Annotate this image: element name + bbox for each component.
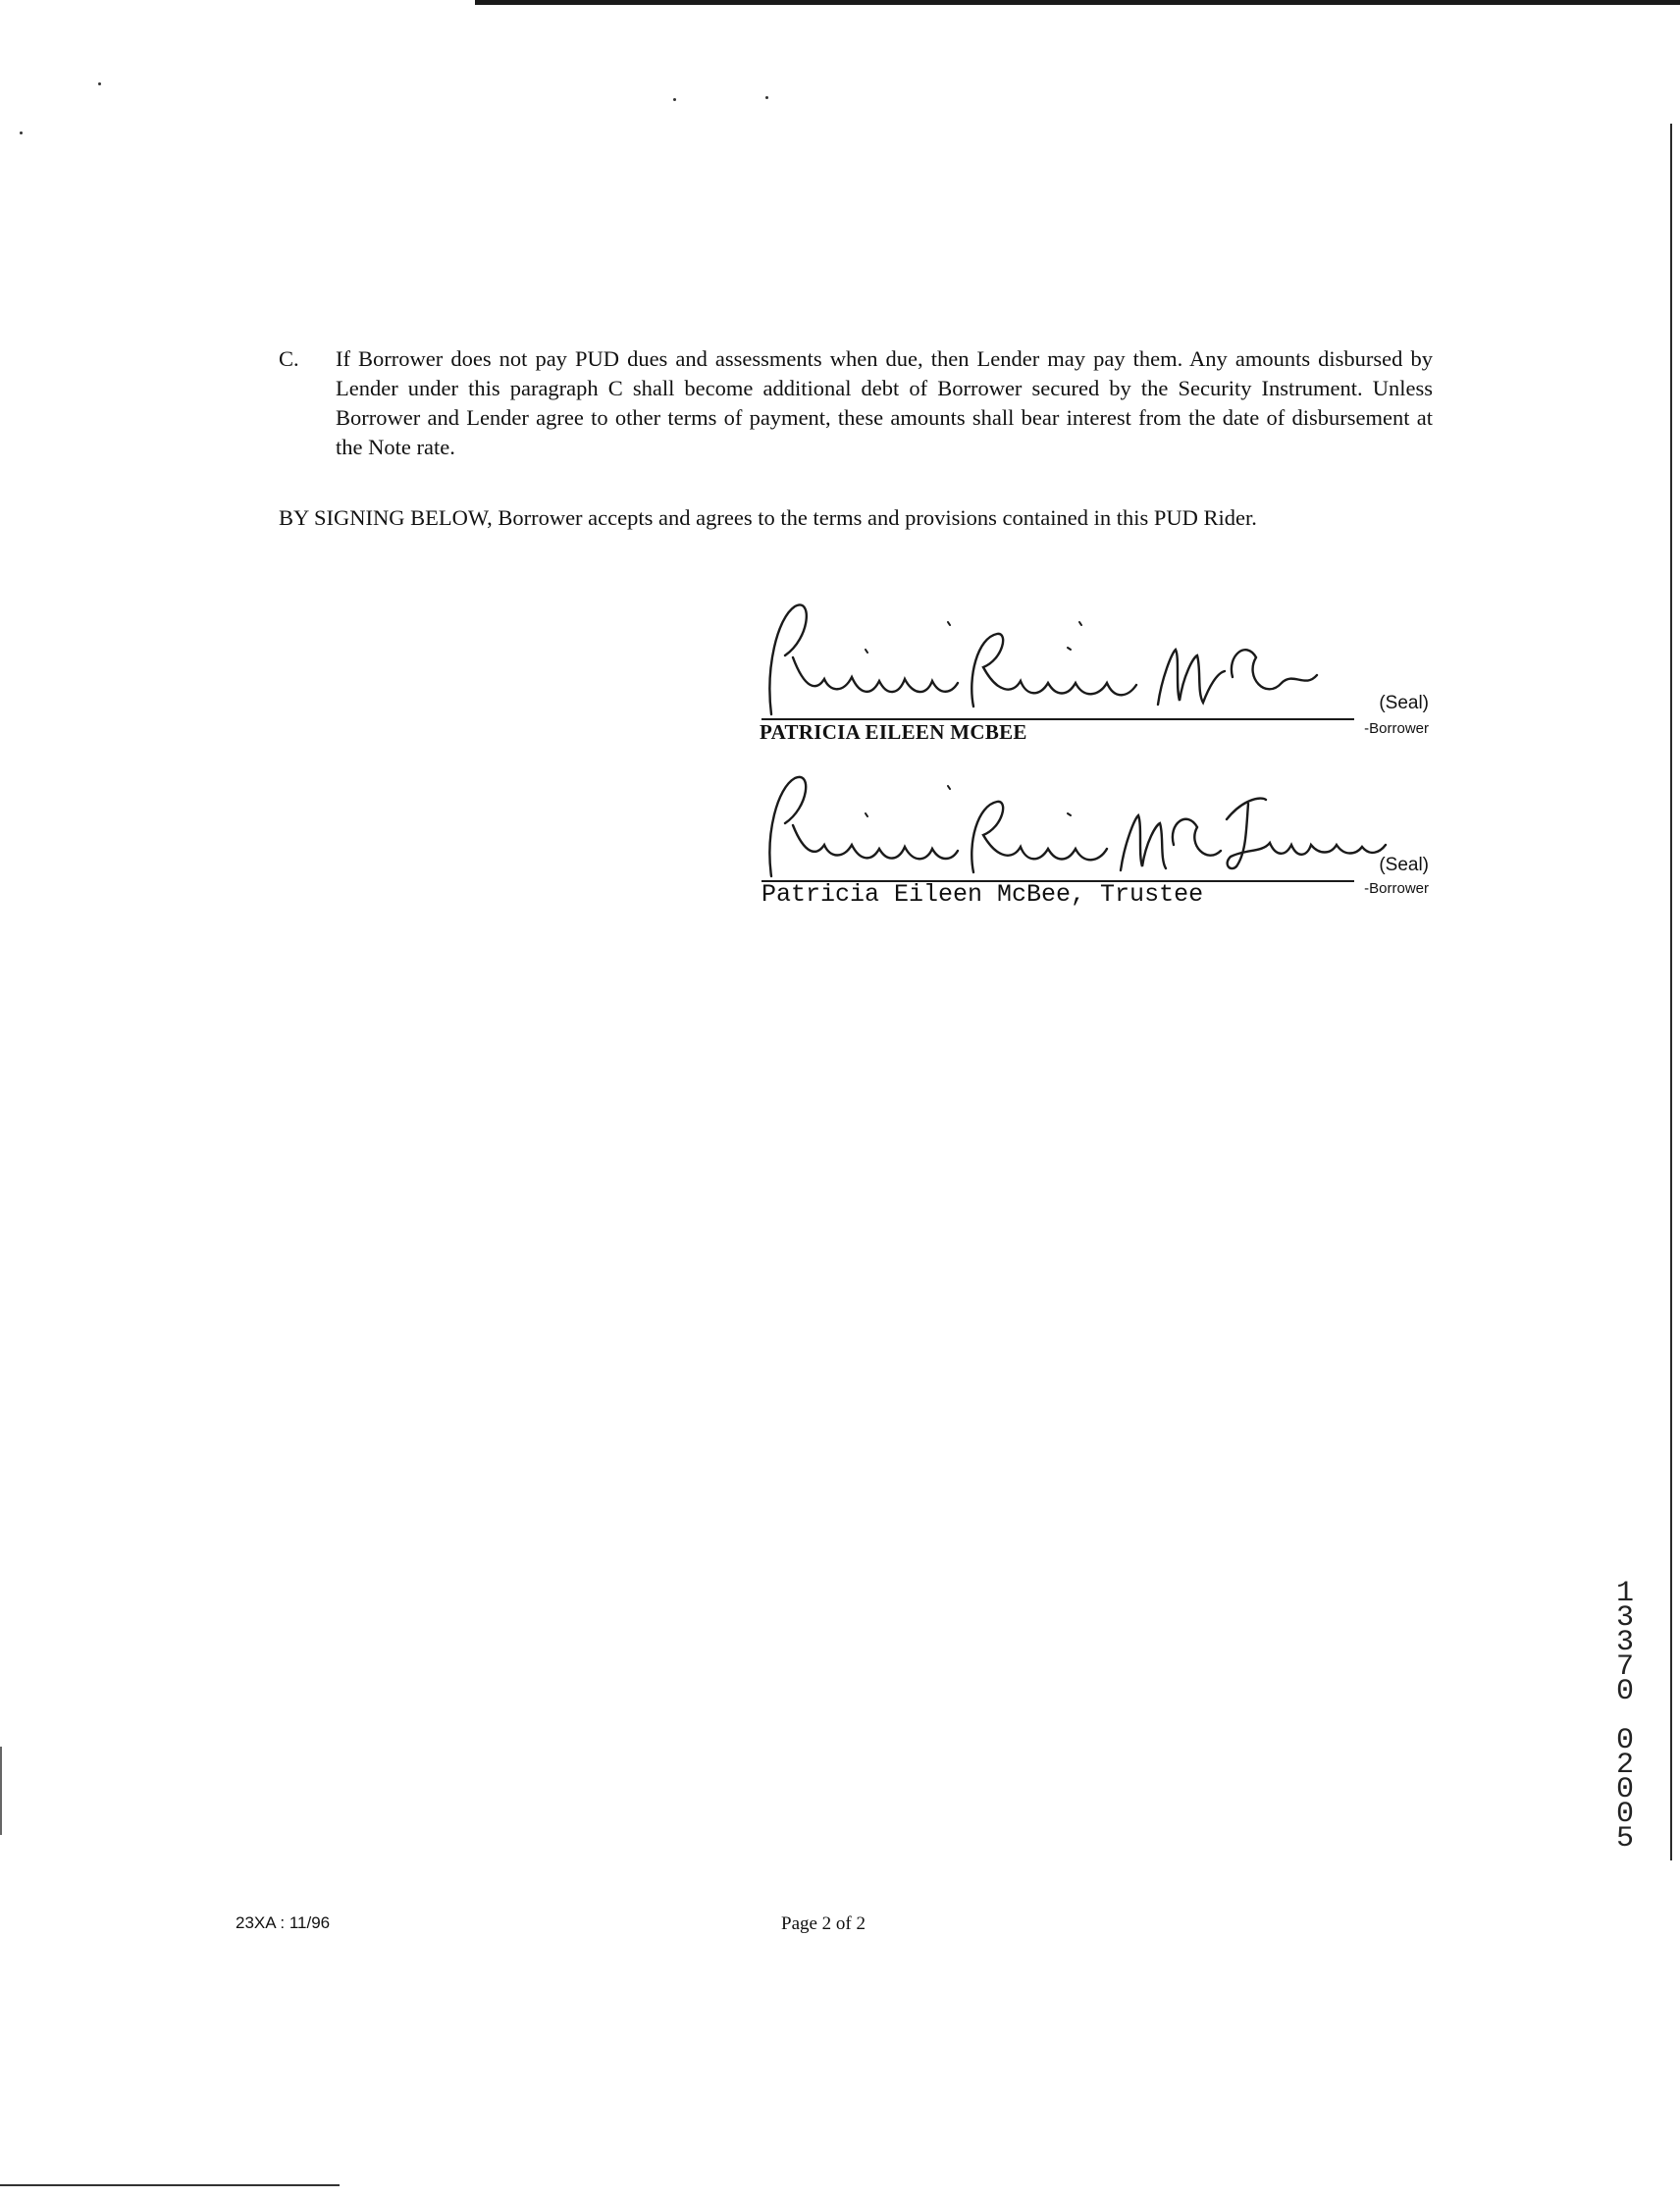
signature-block-trustee bbox=[756, 770, 1433, 917]
document-number-digit: 1 bbox=[1615, 1577, 1634, 1610]
document-number-digit: 0 bbox=[1615, 1798, 1634, 1831]
scan-edge-left bbox=[0, 1747, 2, 1835]
document-number-digit: 0 bbox=[1615, 1724, 1634, 1757]
scan-speck bbox=[765, 96, 768, 99]
printed-name: PATRICIA EILEEN MCBEE bbox=[760, 720, 1027, 744]
scan-edge-top bbox=[475, 0, 1680, 5]
signing-statement: BY SIGNING BELOW, Borrower accepts and agrees to the terms and provisions contained in this PUD Rider. bbox=[279, 505, 1257, 530]
scan-speck bbox=[673, 98, 676, 101]
borrower-label: -Borrower bbox=[1364, 880, 1429, 897]
document-number-digit: 2 bbox=[1615, 1749, 1634, 1782]
document-number-vertical bbox=[1607, 1577, 1643, 1856]
paragraph-c-letter: C. bbox=[279, 346, 299, 371]
document-number-digit: 0 bbox=[1615, 1675, 1634, 1708]
scan-edge-right bbox=[1670, 124, 1672, 1860]
document-number-digit: 7 bbox=[1615, 1650, 1634, 1684]
scan-speck bbox=[98, 82, 101, 85]
document-number-digit: 0 bbox=[1615, 1773, 1634, 1806]
scan-speck bbox=[20, 131, 23, 134]
document-number-digit: 3 bbox=[1615, 1626, 1634, 1659]
seal-label: (Seal) bbox=[1379, 855, 1429, 875]
form-code: 23XA : 11/96 bbox=[236, 1913, 331, 1932]
signature-block-borrower bbox=[756, 599, 1433, 756]
handwritten-signature bbox=[756, 599, 1393, 726]
paragraph-c bbox=[279, 344, 1433, 462]
handwritten-signature bbox=[756, 770, 1393, 898]
seal-label: (Seal) bbox=[1379, 693, 1429, 713]
borrower-label: -Borrower bbox=[1364, 720, 1429, 737]
scan-edge-bottom bbox=[0, 2184, 340, 2186]
document-number-digit: 3 bbox=[1615, 1601, 1634, 1635]
page-number: Page 2 of 2 bbox=[781, 1913, 866, 1934]
document-number-digit: 5 bbox=[1615, 1822, 1634, 1856]
printed-name: Patricia Eileen McBee, Trustee bbox=[761, 880, 1204, 909]
paragraph-c-text: If Borrower does not pay PUD dues and assessments when due, then Lender may pay them. Any amounts disbursed by Lender under this paragraph C shall become additional debt of Borrower secured by the Security Instrument. Unless Borrower and Lender agree to other terms of payment, these amounts shall bear interest from the date of disbursement at the Note rate. bbox=[336, 346, 1433, 459]
